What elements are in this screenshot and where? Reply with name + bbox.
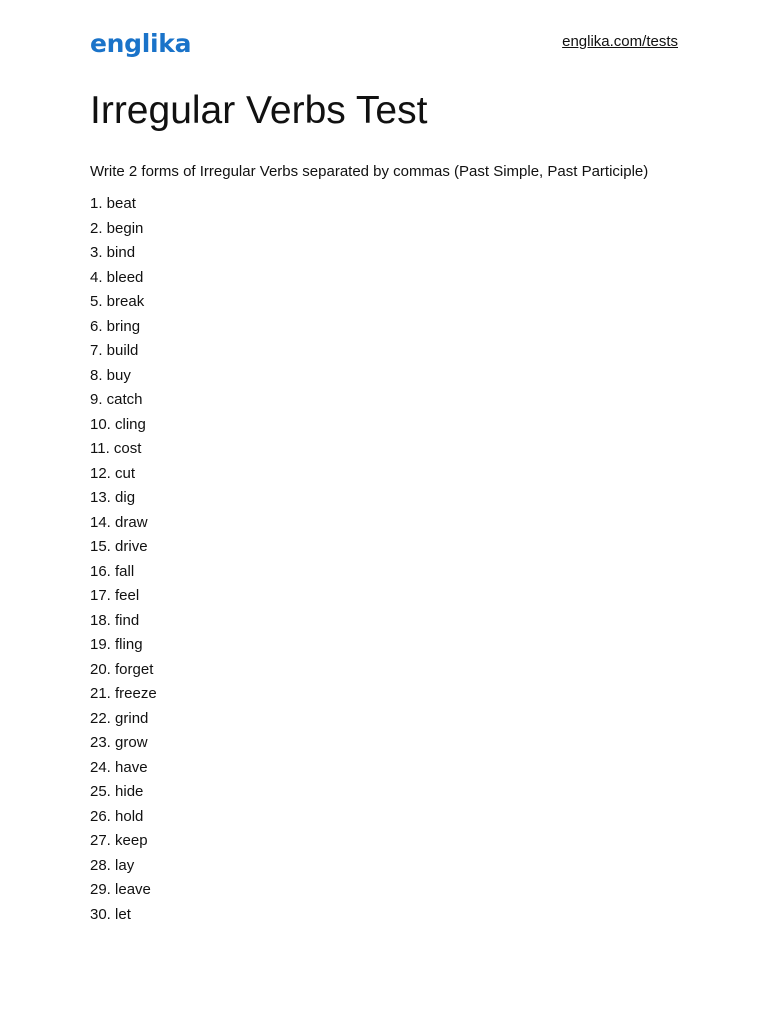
verb-item: 5. break [90,293,145,310]
verb-item: 1. beat [90,195,136,212]
verb-item: 19. fling [90,636,143,653]
verb-item: 28. lay [90,856,135,874]
page-header [90,28,678,64]
verb-item: 7. build [90,342,139,359]
verb-item: 17. feel [90,587,140,604]
verb-item: 16. fall [90,562,135,580]
verb-item: 4. bleed [90,268,144,286]
verb-item: 18. find [90,611,140,629]
verb-item: 10. cling [90,415,146,433]
site-link[interactable]: englika.com/tests [562,33,678,50]
verb-item: 2. begin [90,219,144,237]
test-instructions: Write 2 forms of Irregular Verbs separated by commas (Past Simple, Past Participle) [90,163,649,180]
verb-item: 14. draw [90,513,148,531]
verb-item: 9. catch [90,391,143,408]
verb-item: 21. freeze [90,685,157,702]
verb-item: 22. grind [90,709,149,727]
verb-item: 24. have [90,758,148,776]
verb-list [90,192,157,927]
verb-item: 26. hold [90,807,144,825]
verb-item: 12. cut [90,464,136,482]
verb-item: 11. cost [90,440,142,457]
verb-item: 8. buy [90,366,131,384]
englika-logo[interactable]: englika [90,29,192,58]
verb-item: 3. bind [90,244,136,261]
verb-item: 29. leave [90,881,151,898]
verb-item: 23. grow [90,734,148,751]
verb-item: 27. keep [90,832,148,849]
page-title: Irregular Verbs Test [90,89,428,132]
verb-item: 25. hide [90,783,144,800]
verb-item: 30. let [90,905,131,923]
verb-item: 20. forget [90,660,154,678]
verb-item: 15. drive [90,538,148,555]
verb-item: 6. bring [90,317,141,335]
verb-item: 13. dig [90,489,136,506]
